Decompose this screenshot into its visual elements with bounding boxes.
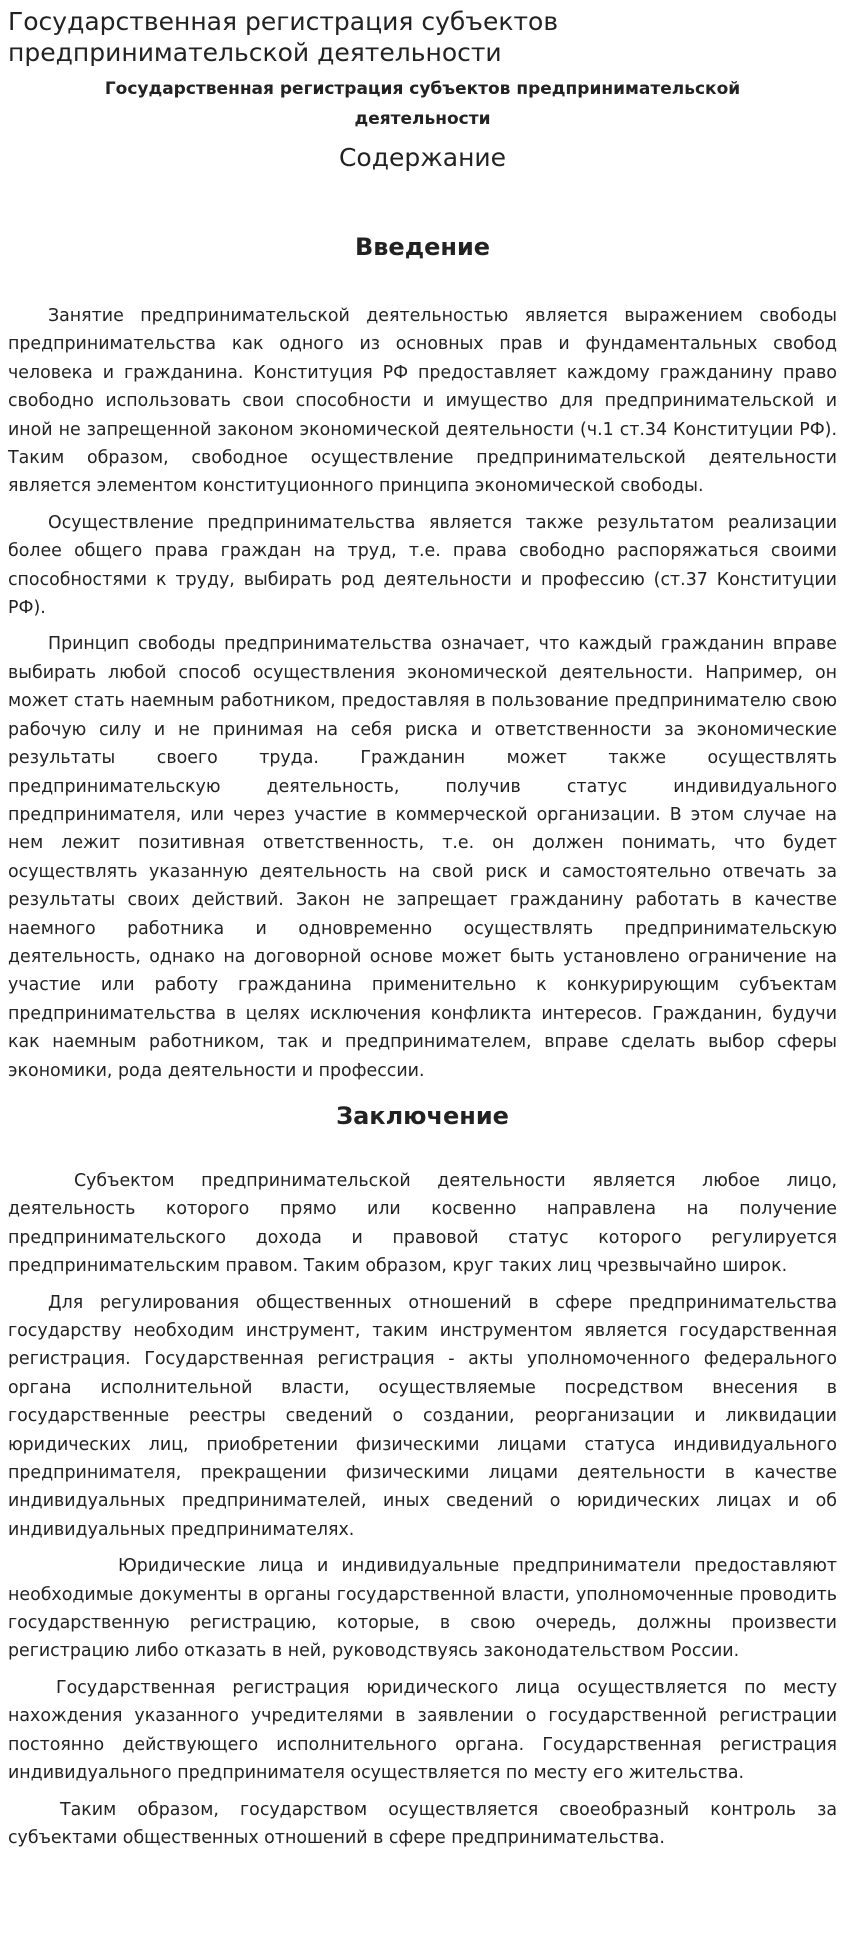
conclusion-paragraph: Для регулирования общественных отношений в сфере предпринимательства государству необходим инструмент, таким инструментом является государственная регистрация. Государственная регистрация - акты уполномоченного федерального органа исполнительной власти, осуществляемые посредством внесения в государственные реестры сведений о создании, реорганизации и ликвидации юридических лиц, приобретении физическими лицами статуса индивидуального предпринимателя, прекращении физическими лицами деятельности в качестве индивидуальных предпринимателей, иных сведений о юридических лицах и об индивидуальных предпринимателях. [8, 1292, 837, 1540]
document-subtitle [8, 74, 837, 134]
document-subtitle-line: деятельности [354, 109, 491, 129]
table-of-contents-heading: Содержание [338, 143, 507, 172]
conclusion-paragraph: Государственная регистрация юридического лица осуществляется по месту нахождения указанного учредителями в заявлении о государственной регистрации постоянно действующего исполнительного органа. Государственная регистрация индивидуального предпринимателя осуществляется по месту его жительства. [8, 1677, 837, 1784]
introduction-paragraph: Осуществление предпринимательства является также результатом реализации более общего права граждан на труд, т.е. права свободно распоряжаться своими способностями к труду, выбирать род деятельности и профессию (ст.37 Конституции РФ). [8, 512, 837, 619]
conclusion-paragraph: Юридические лица и индивидуальные предприниматели предоставляют необходимые документы в органы государственной власти, уполномоченные проводить государственную регистрацию, которые, в свою очередь, должны произвести регистрацию либо отказать в ней, руководствуясь законодательством России. [8, 1556, 837, 1662]
document-subtitle-line: Государственная регистрация субъектов предпринимательской [104, 79, 741, 99]
conclusion-paragraph: Таким образом, государством осуществляется своеобразный контроль за субъектами общественных отношений в сфере предпринимательства. [8, 1799, 837, 1848]
introduction-paragraph: Занятие предпринимательской деятельностью является выражением свободы предпринимательства как одного из основных прав и фундаментальных свобод человека и гражданина. Конституция РФ предоставляет каждому гражданину право свободно использовать свои способности и имущество для предпринимательской и иной не запрещенной законом экономической деятельности (ч.1 ст.34 Конституции РФ). Таким образом, свободное осуществление предпринимательской деятельности является элементом конституционного принципа экономической свободы. [8, 306, 837, 497]
conclusion-paragraph: Субъектом предпринимательской деятельности является любое лицо, деятельность которого прямо или косвенно направлена на получение предпринимательского дохода и правовой статус которого регулируется предпринимательским правом. Таким образом, круг таких лиц чрезвычайно широк. [8, 1170, 837, 1277]
introduction-paragraph: Принцип свободы предпринимательства означает, что каждый гражданин вправе выбирать любой способ осуществления экономической деятельности. Например, он может стать наемным работником, предоставляя в пользование предпринимателю свою рабочую силу и не принимая на себя риска и ответственности за экономические результаты своего труда. Гражданин может также осуществлять предпринимательскую деятельность, получив статус индивидуального предпринимателя, или через участие в коммерческой организации. В этом случае на нем лежит позитивная ответственность, т.е. он должен понимать, что будет осуществлять указанную деятельность на свой риск и самостоятельно отвечать за результаты своих действий. Закон не запрещает гражданину работать в качестве наемного работника и одновременно осуществлять предпринимательскую деятельность, однако на договорной основе может быть установлено ограничение на участие или работу гражданина применительно к конкурирующим субъектам предпринимательства в целях исключения конфликта интересов. Гражданин, будучи как наемным работником, так и предпринимателем, вправе сделать выбор сферы экономики, рода деятельности и профессии. [8, 634, 837, 1081]
document-title: Государственная регистрация субъектов предпринимательской деятельности [8, 7, 559, 67]
conclusion-heading: Заключение [336, 1101, 509, 1130]
introduction-heading: Введение [354, 233, 491, 261]
